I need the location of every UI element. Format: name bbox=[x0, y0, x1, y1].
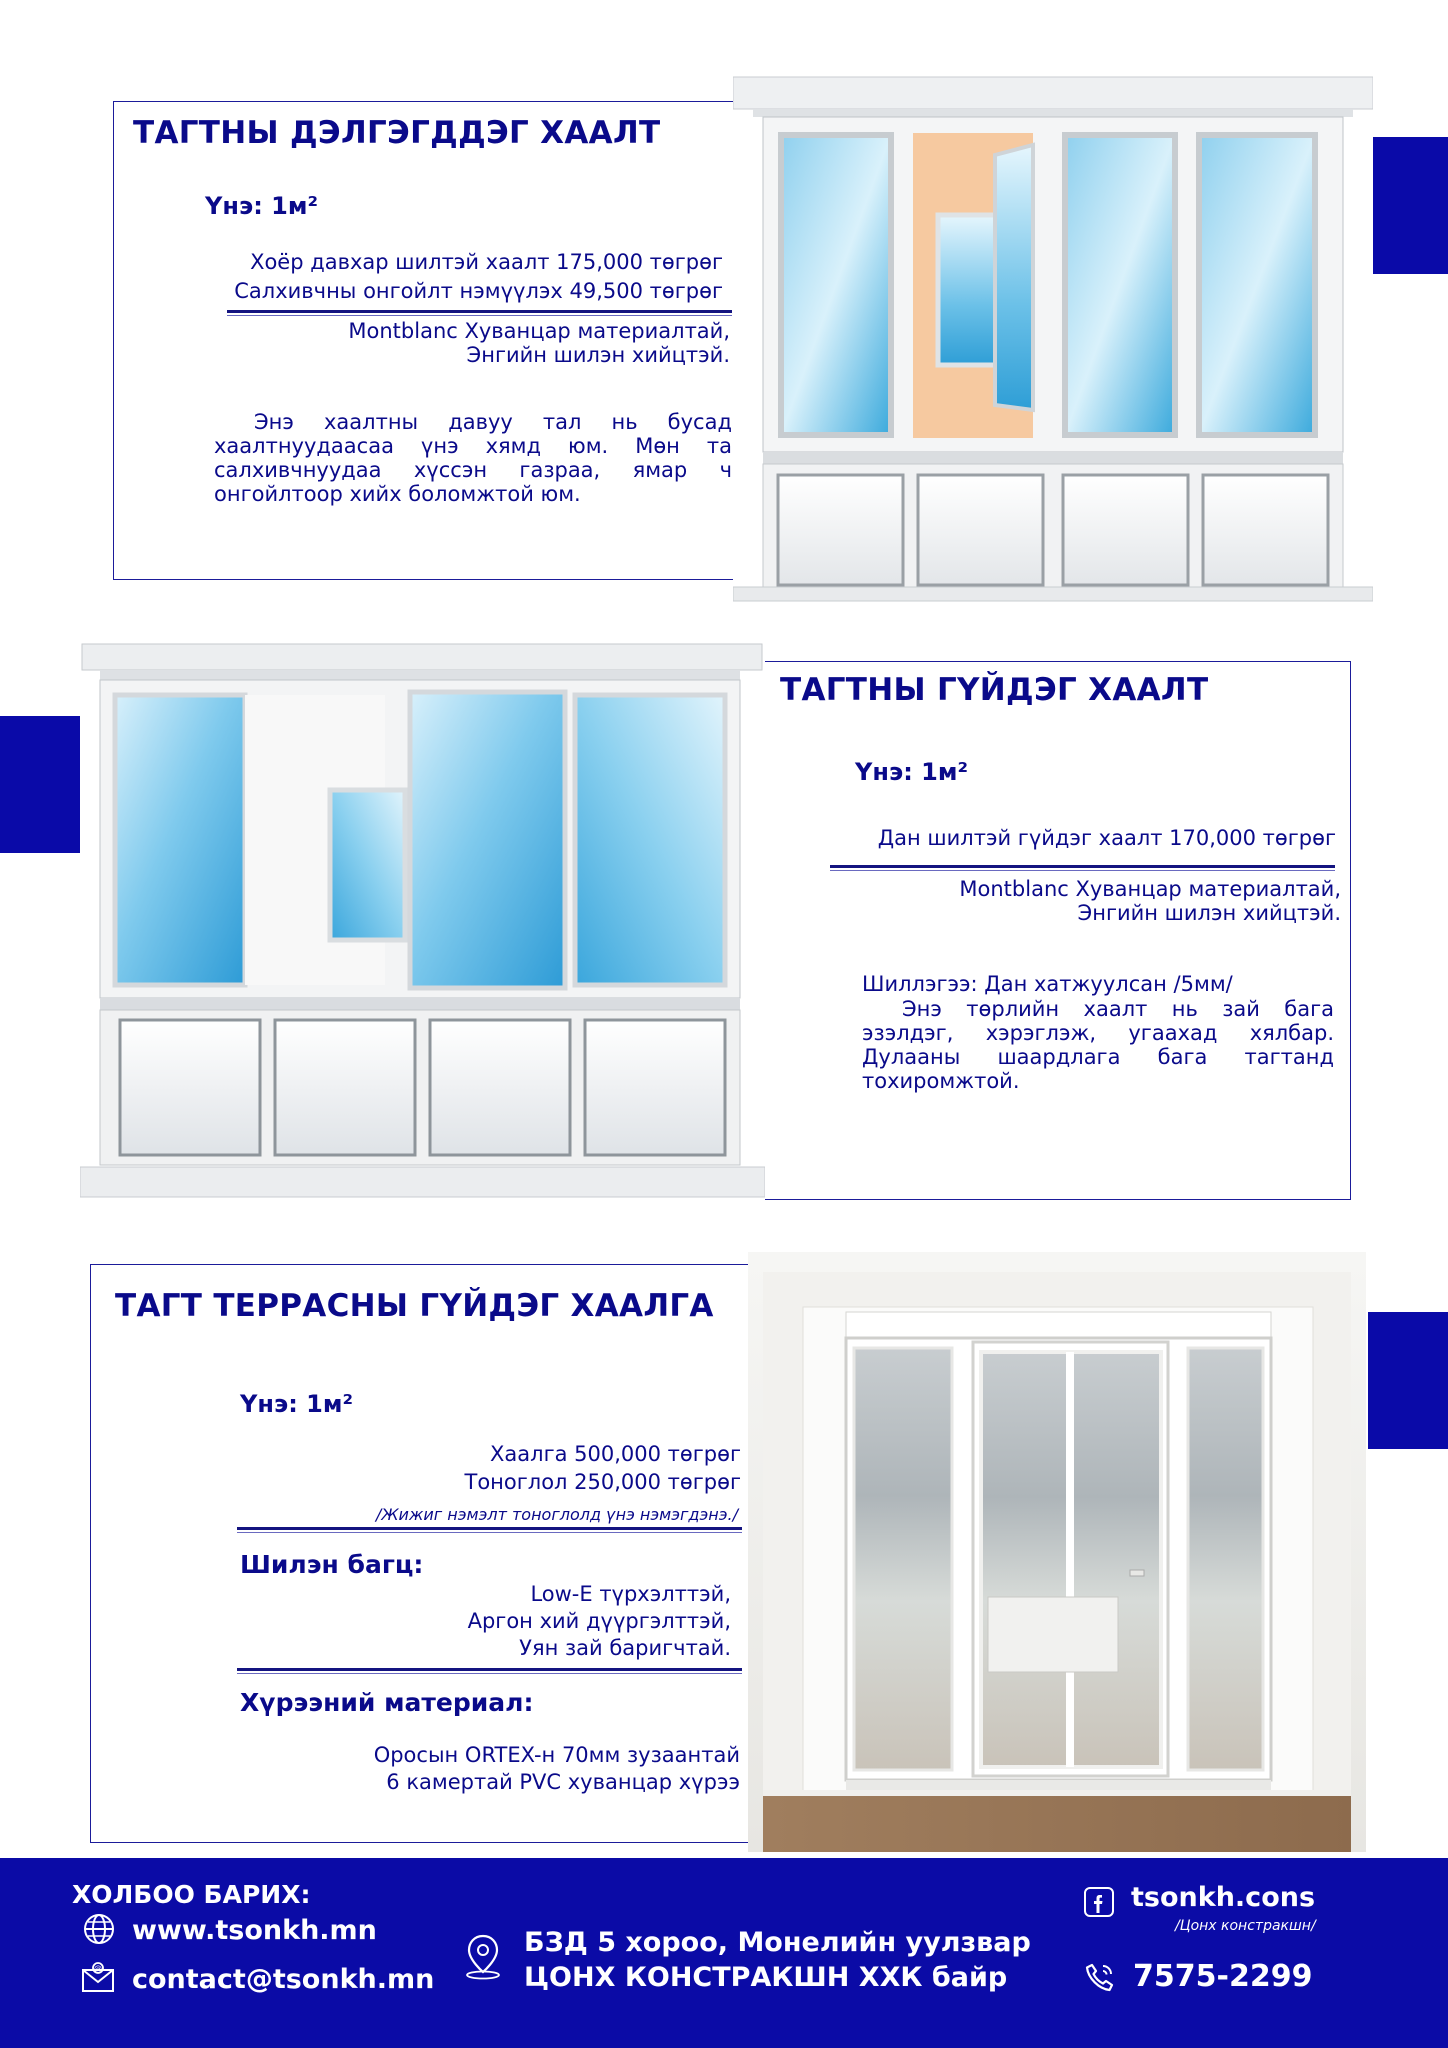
section2-box bbox=[762, 661, 1351, 1200]
section3-price-label: Үнэ: 1м² bbox=[240, 1390, 353, 1418]
phone-icon bbox=[1083, 1960, 1117, 1994]
section3-glass-line-2: Аргон хий дүүргэлттэй, bbox=[467, 1609, 731, 1633]
section2-material-line-2: Энгийн шилэн хийцтэй. bbox=[1077, 901, 1341, 925]
section1-balcony-image bbox=[733, 75, 1373, 605]
facebook-handle[interactable]: tsonkh.cons bbox=[1131, 1882, 1316, 1913]
section2-glass-line: Шиллэгээ: Дан хатжуулсан /5мм/ bbox=[862, 972, 1233, 996]
section1-price-line-2: Салхивчны онгойлт нэмүүлэх 49,500 төгрөг bbox=[234, 279, 723, 303]
footer bbox=[0, 1858, 1448, 2048]
section3-glass-heading: Шилэн багц: bbox=[240, 1550, 424, 1579]
section3-accent-bar bbox=[1368, 1312, 1448, 1449]
section1-material-line-2: Энгийн шилэн хийцтэй. bbox=[466, 343, 730, 367]
section3-frame-heading: Хүрээний материал: bbox=[240, 1688, 534, 1717]
section2-balcony-image bbox=[80, 640, 765, 1208]
email-link[interactable]: contact@tsonkh.mn bbox=[132, 1964, 435, 1995]
section3-frame-line-2: 6 камертай PVC хуванцар хүрээ bbox=[386, 1770, 740, 1794]
facebook-icon[interactable] bbox=[1083, 1886, 1115, 1918]
location-icon bbox=[462, 1932, 504, 1980]
section3-glass-line-3: Уян зай баригчтай. bbox=[519, 1636, 731, 1660]
section3-glass-line-1: Low-E түрхэлттэй, bbox=[530, 1582, 731, 1606]
address-line-1: БЗД 5 хороо, Монелийн уулзвар bbox=[524, 1927, 1031, 1958]
section3-price-note: /Жижиг нэмэлт тоноглолд үнэ нэмэгдэнэ./ bbox=[375, 1505, 738, 1524]
section1-title: ТАГТНЫ ДЭЛГЭГДДЭГ ХААЛТ bbox=[133, 115, 661, 151]
phone-number[interactable]: 7575-2299 bbox=[1133, 1959, 1313, 1994]
section3-divider-1 bbox=[237, 1527, 742, 1530]
globe-icon bbox=[82, 1912, 116, 1946]
facebook-subtitle: /Цонх констракшн/ bbox=[1175, 1918, 1316, 1934]
address-line-2: ЦОНХ КОНСТРАКШН ХХК байр bbox=[524, 1962, 1008, 1993]
section3-title: ТАГТ ТЕРРАСНЫ ГҮЙДЭГ ХААЛГА bbox=[115, 1288, 714, 1324]
section2-price-line-1: Дан шилтэй гүйдэг хаалт 170,000 төгрөг bbox=[877, 826, 1336, 850]
section2-divider bbox=[830, 865, 1335, 868]
section3-price-line-2: Тоноглол 250,000 төгрөг bbox=[464, 1470, 741, 1494]
section2-material-line-1: Montblanc Хуванцар материалтай, bbox=[959, 877, 1341, 901]
section1-price-line-1: Хоёр давхар шилтэй хаалт 175,000 төгрөг bbox=[250, 250, 723, 274]
mail-icon bbox=[80, 1960, 116, 1994]
section1-price-label: Үнэ: 1м² bbox=[205, 192, 318, 220]
section3-frame-line-1: Оросын ORTEX-н 70мм зузаантай bbox=[373, 1743, 740, 1767]
section2-description: Энэ төрлийн хаалт нь зай бага эзэлдэг, хэрэглэж, угаахад хялбар. Дулааны шаардлага бага тагтанд тохиромжтой. bbox=[862, 997, 1334, 1093]
section2-price-label: Үнэ: 1м² bbox=[855, 758, 968, 786]
svg-text:@: @ bbox=[94, 1964, 102, 1973]
section3-door-image bbox=[748, 1252, 1366, 1852]
website-link[interactable]: www.tsonkh.mn bbox=[132, 1915, 377, 1946]
section1-description: Энэ хаалтны давуу тал нь бусад хаалтнуудаасаа үнэ хямд юм. Мөн та салхивчнуудаа хүссэн газраа, ямар ч онгойлтоор хийх боломжтой юм. bbox=[214, 410, 732, 506]
section3-divider-2 bbox=[237, 1668, 742, 1671]
section2-title: ТАГТНЫ ГҮЙДЭГ ХААЛТ bbox=[780, 672, 1209, 708]
contact-heading: ХОЛБОО БАРИХ: bbox=[72, 1880, 311, 1909]
section3-price-line-1: Хаалга 500,000 төгрөг bbox=[490, 1442, 741, 1466]
section1-material-line-1: Montblanc Хуванцар материалтай, bbox=[348, 319, 730, 343]
section1-divider bbox=[227, 310, 732, 313]
